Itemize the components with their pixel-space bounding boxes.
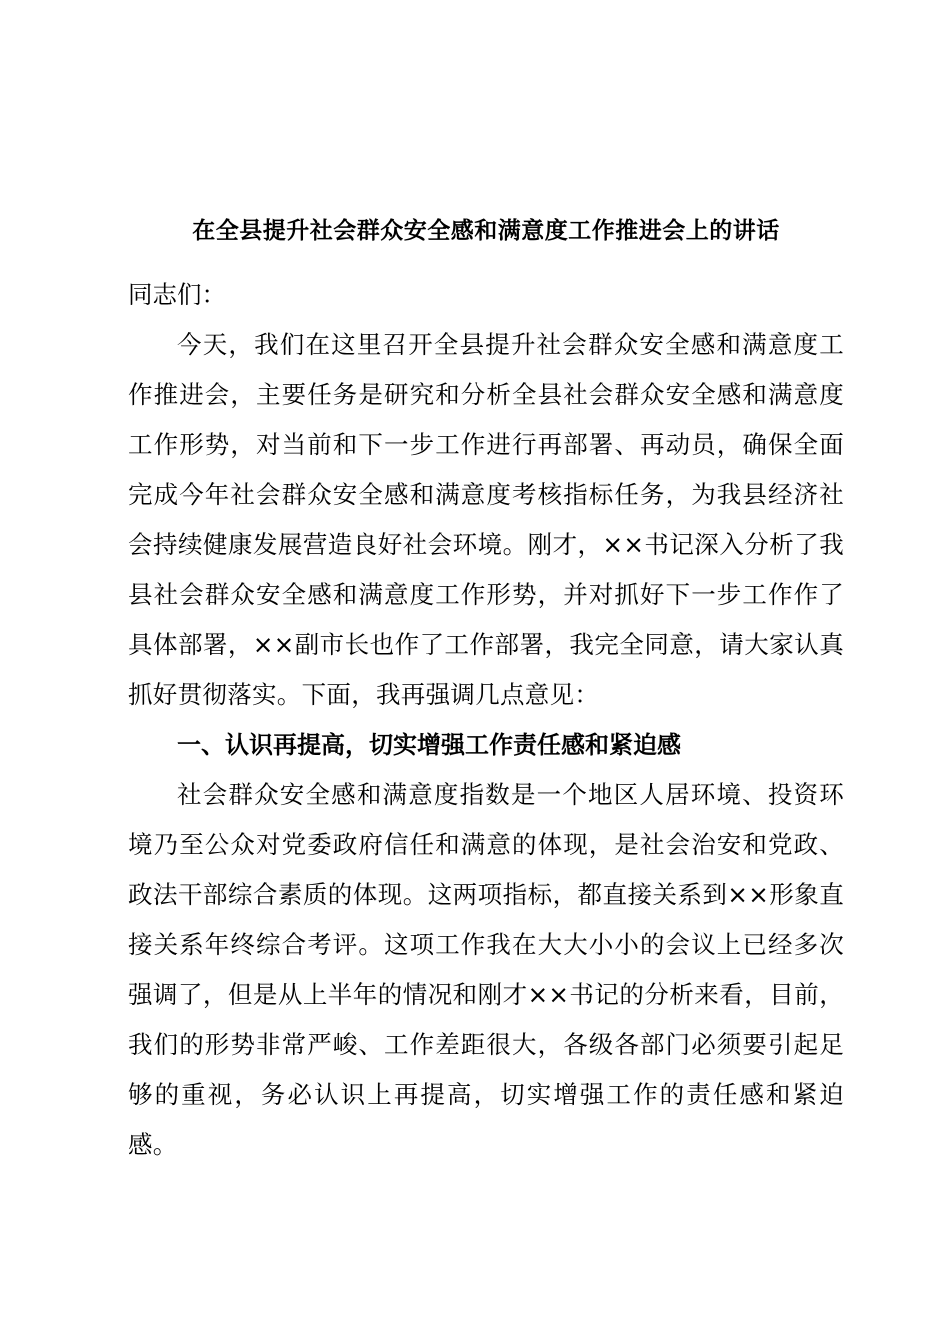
document-body <box>128 208 844 1170</box>
salutation: 同志们： <box>128 280 226 309</box>
document-title: 在全县提升社会群众安全感和满意度工作推进会上的讲话 <box>192 218 780 244</box>
paragraph-opening: 今天，我们在这里召开全县提升社会群众安全感和满意度工作推进会，主要任务是研究和分析全县社会群众安全感和满意度工作形势，对当前和下一步工作进行再部署、再动员，确保全面完成今年社会群众安全感和满意度考核指标任务，为我县经济社会持续健康发展营造良好社会环境。刚才，××书记深入分析了我县社会群众安全感和满意度工作形势，并对抓好下一步工作作了具体部署，××副市长也作了工作部署，我完全同意，请大家认真抓好贯彻落实。下面，我再强调几点意见： <box>128 330 844 709</box>
section-heading-1: 一、认识再提高，切实增强工作责任感和紧迫感 <box>177 731 681 759</box>
paragraph-section-1: 社会群众安全感和满意度指数是一个地区人居环境、投资环境乃至公众对党委政府信任和满意的体现，是社会治安和党政、政法干部综合素质的体现。这两项指标，都直接关系到××形象直接关系年终综合考评。这项工作我在大大小小的会议上已经多次强调了，但是从上半年的情况和刚才××书记的分析来看，目前，我们的形势非常严峻、工作差距很大，各级各部门必须要引起足够的重视，务必认识上再提高，切实增强工作的责任感和紧迫感。 <box>128 780 844 1159</box>
